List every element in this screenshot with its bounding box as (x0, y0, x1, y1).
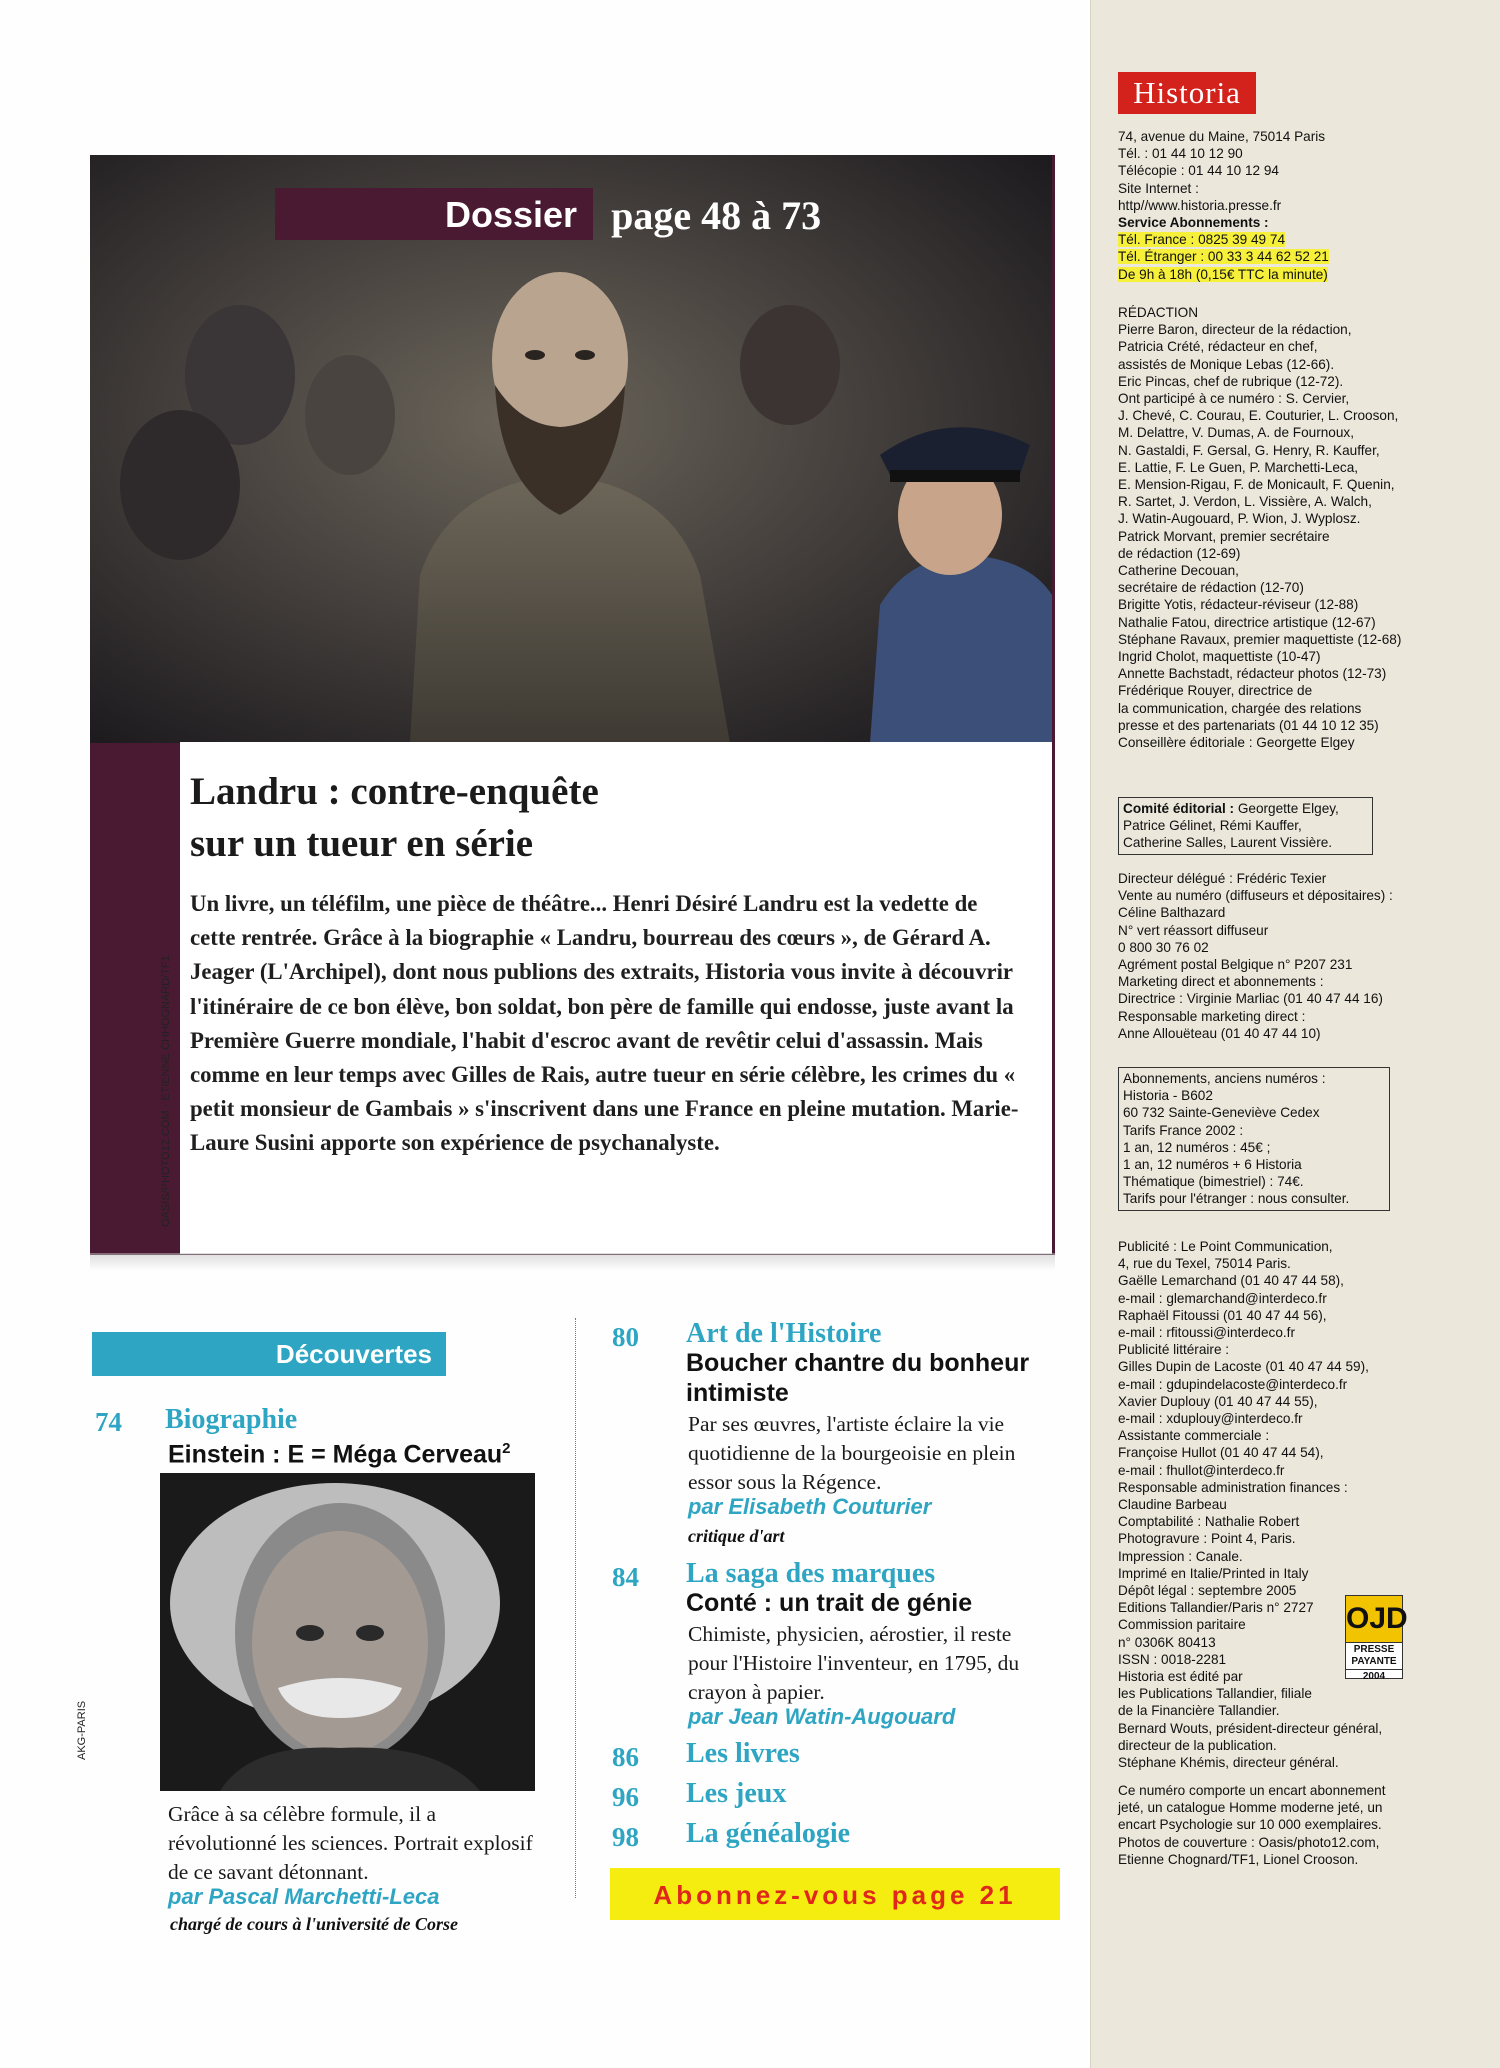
redaction-line: Pierre Baron, directeur de la rédaction, (1118, 322, 1352, 338)
redaction-line: Stéphane Ravaux, premier maquettiste (12-68) (1118, 631, 1402, 647)
pub-line: Dépôt légal : septembre 2005 (1118, 1583, 1297, 1599)
address-line: Tél. : 01 44 10 12 90 (1118, 146, 1243, 162)
redaction-line: J. Chevé, C. Courau, E. Couturier, L. Crooson, (1118, 408, 1399, 424)
redaction-line: Patricia Crété, rédacteur en chef, (1118, 339, 1318, 355)
livres-label: Les livres (686, 1738, 800, 1769)
redaction-line: Catherine Decouan, (1118, 563, 1239, 579)
saga-title: Conté : un trait de génie (686, 1589, 973, 1617)
pub-line: Publicité : Le Point Communication, (1118, 1239, 1333, 1254)
pub-line: ISSN : 0018-2281 (1118, 1651, 1227, 1667)
pub-line: directeur de la publication. (1118, 1737, 1277, 1753)
pub-line: e-mail : xduplouy@interdeco.fr (1118, 1411, 1303, 1427)
pub-line: e-mail : glemarchand@interdeco.fr (1118, 1290, 1327, 1306)
footer-line: jeté, un catalogue Homme moderne jeté, un (1118, 1800, 1383, 1816)
pub-line: Publicité littéraire : (1118, 1342, 1230, 1358)
pub-line: Raphaël Fitoussi (01 40 47 44 56), (1118, 1307, 1327, 1323)
redaction-line: Ingrid Cholot, maquettiste (10-47) (1118, 649, 1321, 665)
footer-line: Photos de couverture : Oasis/photo12.com, (1118, 1834, 1380, 1850)
bio-title-text: Einstein : E = Méga Cerveau (168, 1440, 503, 1469)
saga-body: Chimiste, physicien, aérostier, il reste pour l'Histoire l'inventeur, en 1795, du crayon à papier. (688, 1622, 1020, 1704)
redaction-line: presse et des partenariats (01 44 10 12 35) (1118, 717, 1379, 733)
redaction-line: Eric Pincas, chef de rubrique (12-72). (1118, 373, 1344, 389)
dossier-title-line1: Landru : contre-enquête (190, 770, 599, 813)
saga-page-number: 84 (612, 1562, 639, 1592)
pub-line: Stéphane Khémis, directeur général. (1118, 1755, 1339, 1771)
comite-line: Patrice Gélinet, Rémi Kauffer, (1123, 818, 1302, 834)
pub-line: Commission paritaire (1118, 1617, 1246, 1633)
abonnements-line: Thématique (bimestriel) : 74€. (1123, 1174, 1304, 1190)
redaction-line: Brigitte Yotis, rédacteur-réviseur (12-88) (1118, 597, 1359, 613)
abonnements-line: Tarifs pour l'étranger : nous consulter. (1123, 1191, 1350, 1207)
redaction-line: Patrick Morvant, premier secrétaire (1118, 528, 1330, 544)
abonnements-line: 60 732 Sainte-Geneviève Cedex (1123, 1105, 1320, 1121)
bio-category: Biographie (165, 1404, 298, 1435)
art-page-number: 80 (612, 1322, 639, 1352)
service-line: De 9h à 18h (0,15€ TTC la minute) (1118, 266, 1328, 282)
direction-line: 0 800 30 76 02 (1118, 939, 1209, 955)
art-author-role: critique d'art (688, 1526, 785, 1546)
dossier-title-line2: sur un tueur en série (190, 822, 534, 865)
bio-title (168, 1434, 568, 1469)
dossier-tab (275, 188, 831, 240)
bio-title-superscript: 2 (502, 1440, 511, 1457)
abonnements-line: Historia - B602 (1123, 1088, 1213, 1104)
abonnements-line: Abonnements, anciens numéros : (1123, 1071, 1326, 1086)
redaction-line: secrétaire de rédaction (12-70) (1118, 580, 1304, 596)
livres-page-number: 86 (612, 1742, 639, 1772)
comite-label: Comité éditorial : (1123, 801, 1235, 816)
redaction-block (1118, 304, 1488, 751)
abonnements-box (1118, 1067, 1390, 1211)
ojd-logo: OJD (1346, 1596, 1402, 1642)
dossier-body: Un livre, un téléfilm, une pièce de théâtre... Henri Désiré Landru est la vedette de cette rentrée. Grâce à la biographie « Landru, bourreau des cœurs », de Gérard A. Jeager (L'Archipel), dont nous publions des extraits, Historia vous invite à découvrir l'itinéraire de ce bon élève, bon soldat, bon père de famille qui endosse, juste avant la Première Guerre mondiale, l'habit d'escroc avant de revêtir celui d'assassin. Mais comme en leur temps avec Gilles de Rais, autre tueur en série célèbre, les crimes du « petit monsieur de Gambais » s'inscrivent dans une France en pleine mutation. Marie-Laure Susini apporte son expérience de psychanalyste. (190, 891, 1019, 1156)
redaction-line: Nathalie Fatou, directrice artistique (12-67) (1118, 614, 1376, 630)
jeux-page-number: 96 (612, 1782, 639, 1812)
redaction-line: assistés de Monique Lebas (12-66). (1118, 356, 1335, 372)
pub-line: Imprimé en Italie/Printed in Italy (1118, 1565, 1309, 1581)
redaction-line: J. Watin-Augouard, P. Wion, J. Wyplosz. (1118, 511, 1361, 527)
pub-line: n° 0306K 80413 (1118, 1634, 1216, 1650)
column-divider (575, 1318, 576, 1898)
dossier-pages: page 48 à 73 (611, 193, 822, 238)
direction-line: Vente au numéro (diffuseurs et dépositaires) : (1118, 888, 1393, 904)
direction-line: Anne Allouëteau (01 40 47 44 10) (1118, 1025, 1321, 1041)
abonnements-line: Tarifs France 2002 : (1123, 1122, 1244, 1138)
service-title: Service Abonnements : (1118, 215, 1269, 231)
pub-line: Gilles Dupin de Lacoste (01 40 47 44 59), (1118, 1359, 1369, 1375)
pub-line: e-mail : fhullot@interdeco.fr (1118, 1462, 1285, 1478)
redaction-line: Annette Bachstadt, rédacteur photos (12-73) (1118, 666, 1387, 682)
redaction-line: de rédaction (12-69) (1118, 545, 1241, 561)
einstein-photo-credit-text: AKG-PARIS (76, 1700, 88, 1760)
pub-line: les Publications Tallandier, filiale (1118, 1686, 1312, 1702)
pub-line: Xavier Duplouy (01 40 47 44 55), (1118, 1393, 1318, 1409)
ojd-badge (1345, 1595, 1408, 1682)
abonnements-line: 1 an, 12 numéros + 6 Historia (1123, 1157, 1302, 1173)
service-line: Tél. France : 0825 39 49 74 (1118, 232, 1286, 248)
art-body: Par ses œuvres, l'artiste éclaire la vie quotidienne de la bourgeoisie en plein essor sous la Régence. (688, 1412, 1016, 1494)
dossier-photo-credit-text: OASIS/PHOTO12.COM - ETIENNE CHHOGNARD/TF1 (160, 955, 172, 1227)
bio-body: Grâce à sa célèbre formule, il a révolutionné les sciences. Portrait explosif de ce savant détonnant. (168, 1802, 533, 1884)
landru-photo-illustration (90, 155, 1052, 743)
address-line: Télécopie : 01 44 10 12 94 (1118, 163, 1279, 179)
art-author: par Elisabeth Couturier (688, 1494, 932, 1519)
bio-author: par Pascal Marchetti-Leca (168, 1884, 440, 1909)
footer-block (1118, 1782, 1488, 1868)
pub-line: Gaëlle Lemarchand (01 40 47 44 58), (1118, 1273, 1344, 1289)
bio-page-number: 74 (95, 1407, 122, 1437)
art-title: Boucher chantre du bonheur intimiste (686, 1349, 1030, 1407)
comite-line: Georgette Elgey, (1237, 801, 1339, 816)
dossier-shadow (90, 1253, 1055, 1271)
bio-author-role: chargé de cours à l'université de Corse (170, 1914, 458, 1934)
redaction-line: RÉDACTION (1118, 305, 1199, 320)
pub-line: Responsable administration finances : (1118, 1479, 1348, 1495)
art-category: Art de l'Histoire (686, 1318, 882, 1349)
decouvertes-bar (92, 1332, 446, 1376)
pub-line: 4, rue du Texel, 75014 Paris. (1118, 1256, 1291, 1272)
pub-line: Impression : Canale. (1118, 1548, 1243, 1564)
redaction-line: E. Lattie, F. Le Guen, P. Marchetti-Leca, (1118, 459, 1359, 475)
decouvertes-label: Découvertes (275, 1339, 432, 1369)
address-line: Site Internet : (1118, 180, 1199, 196)
redaction-line: M. Delattre, V. Dumas, A. de Fournoux, (1118, 425, 1354, 441)
footer-line: Ce numéro comporte un encart abonnement (1118, 1783, 1386, 1798)
pub-line: Assistante commerciale : (1118, 1428, 1270, 1444)
address-line: 74, avenue du Maine, 75014 Paris (1118, 129, 1326, 144)
direction-line: Agrément postal Belgique n° P207 231 (1118, 957, 1353, 973)
redaction-line: R. Sartet, J. Verdon, L. Vissière, A. Walch, (1118, 494, 1372, 510)
einstein-photo (160, 1473, 535, 1791)
genealogie-page-number: 98 (612, 1822, 639, 1852)
ojd-label (1346, 1642, 1402, 1670)
landru-photo (90, 155, 1052, 743)
direction-line: Directrice : Virginie Marliac (01 40 47 44 16) (1118, 991, 1383, 1007)
comite-line: Catherine Salles, Laurent Vissière. (1123, 835, 1333, 851)
saga-author: par Jean Watin-Augouard (688, 1704, 956, 1729)
address-block (1118, 128, 1488, 283)
direction-line: Marketing direct et abonnements : (1118, 974, 1324, 990)
ojd-label-line1: PRESSE (1353, 1644, 1395, 1655)
redaction-line: N. Gastaldi, F. Gersal, G. Henry, R. Kauffer, (1118, 442, 1380, 458)
pub-line: e-mail : gdupindelacoste@interdeco.fr (1118, 1376, 1348, 1392)
address-line: http//www.historia.presse.fr (1118, 197, 1282, 213)
pub-line: Comptabilité : Nathalie Robert (1118, 1514, 1300, 1530)
footer-line: encart Psychologie sur 10 000 exemplaires. (1118, 1817, 1382, 1833)
saga-category: La saga des marques (686, 1558, 936, 1589)
pub-line: Claudine Barbeau (1118, 1497, 1227, 1513)
direction-line: Céline Balthazard (1118, 905, 1226, 921)
pub-line: Françoise Hullot (01 40 47 44 54), (1118, 1445, 1324, 1461)
pub-line: Editions Tallandier/Paris n° 2727 (1118, 1600, 1314, 1616)
direction-line: N° vert réassort diffuseur (1118, 922, 1269, 938)
service-line: Tél. Étranger : 00 33 3 44 62 52 21 (1118, 249, 1329, 265)
redaction-line: Frédérique Rouyer, directrice de (1118, 683, 1313, 699)
abonnements-line: 1 an, 12 numéros : 45€ ; (1123, 1139, 1271, 1155)
subscribe-banner (610, 1868, 1060, 1920)
direction-line: Directeur délégué : Frédéric Texier (1118, 871, 1327, 886)
jeux-label: Les jeux (686, 1778, 787, 1809)
redaction-line: Conseillère éditoriale : Georgette Elgey (1118, 735, 1355, 751)
subscribe-text: Abonnez-vous page 21 (653, 1880, 1017, 1910)
pub-line: Historia est édité par (1118, 1669, 1243, 1685)
redaction-line: la communication, chargée des relations (1118, 700, 1362, 716)
einstein-photo-illustration (160, 1473, 535, 1791)
footer-line: Etienne Chognard/TF1, Lionel Crooson. (1118, 1851, 1359, 1867)
pub-line: e-mail : rfitoussi@interdeco.fr (1118, 1325, 1295, 1341)
redaction-line: E. Mension-Rigau, F. de Monicault, F. Quenin, (1118, 477, 1395, 493)
redaction-line: Ont participé à ce numéro : S. Cervier, (1118, 391, 1350, 407)
historia-logo: Historia (1118, 72, 1256, 114)
pub-line: Photogravure : Point 4, Paris. (1118, 1531, 1296, 1547)
direction-line: Responsable marketing direct : (1118, 1008, 1306, 1024)
comite-box (1118, 797, 1373, 855)
publicite-block (1118, 1238, 1488, 1771)
ojd-label-line2: PAYANTE (1351, 1656, 1397, 1667)
ojd-year: 2004 (1362, 1671, 1386, 1682)
pub-line: Bernard Wouts, président-directeur général, (1118, 1720, 1383, 1736)
direction-block (1118, 870, 1488, 1042)
genealogie-label: La généalogie (686, 1818, 851, 1849)
dossier-label: Dossier (275, 188, 593, 240)
dossier-card (180, 742, 1052, 1254)
dossier-title (190, 766, 890, 870)
pub-line: de la Financière Tallandier. (1118, 1703, 1280, 1719)
